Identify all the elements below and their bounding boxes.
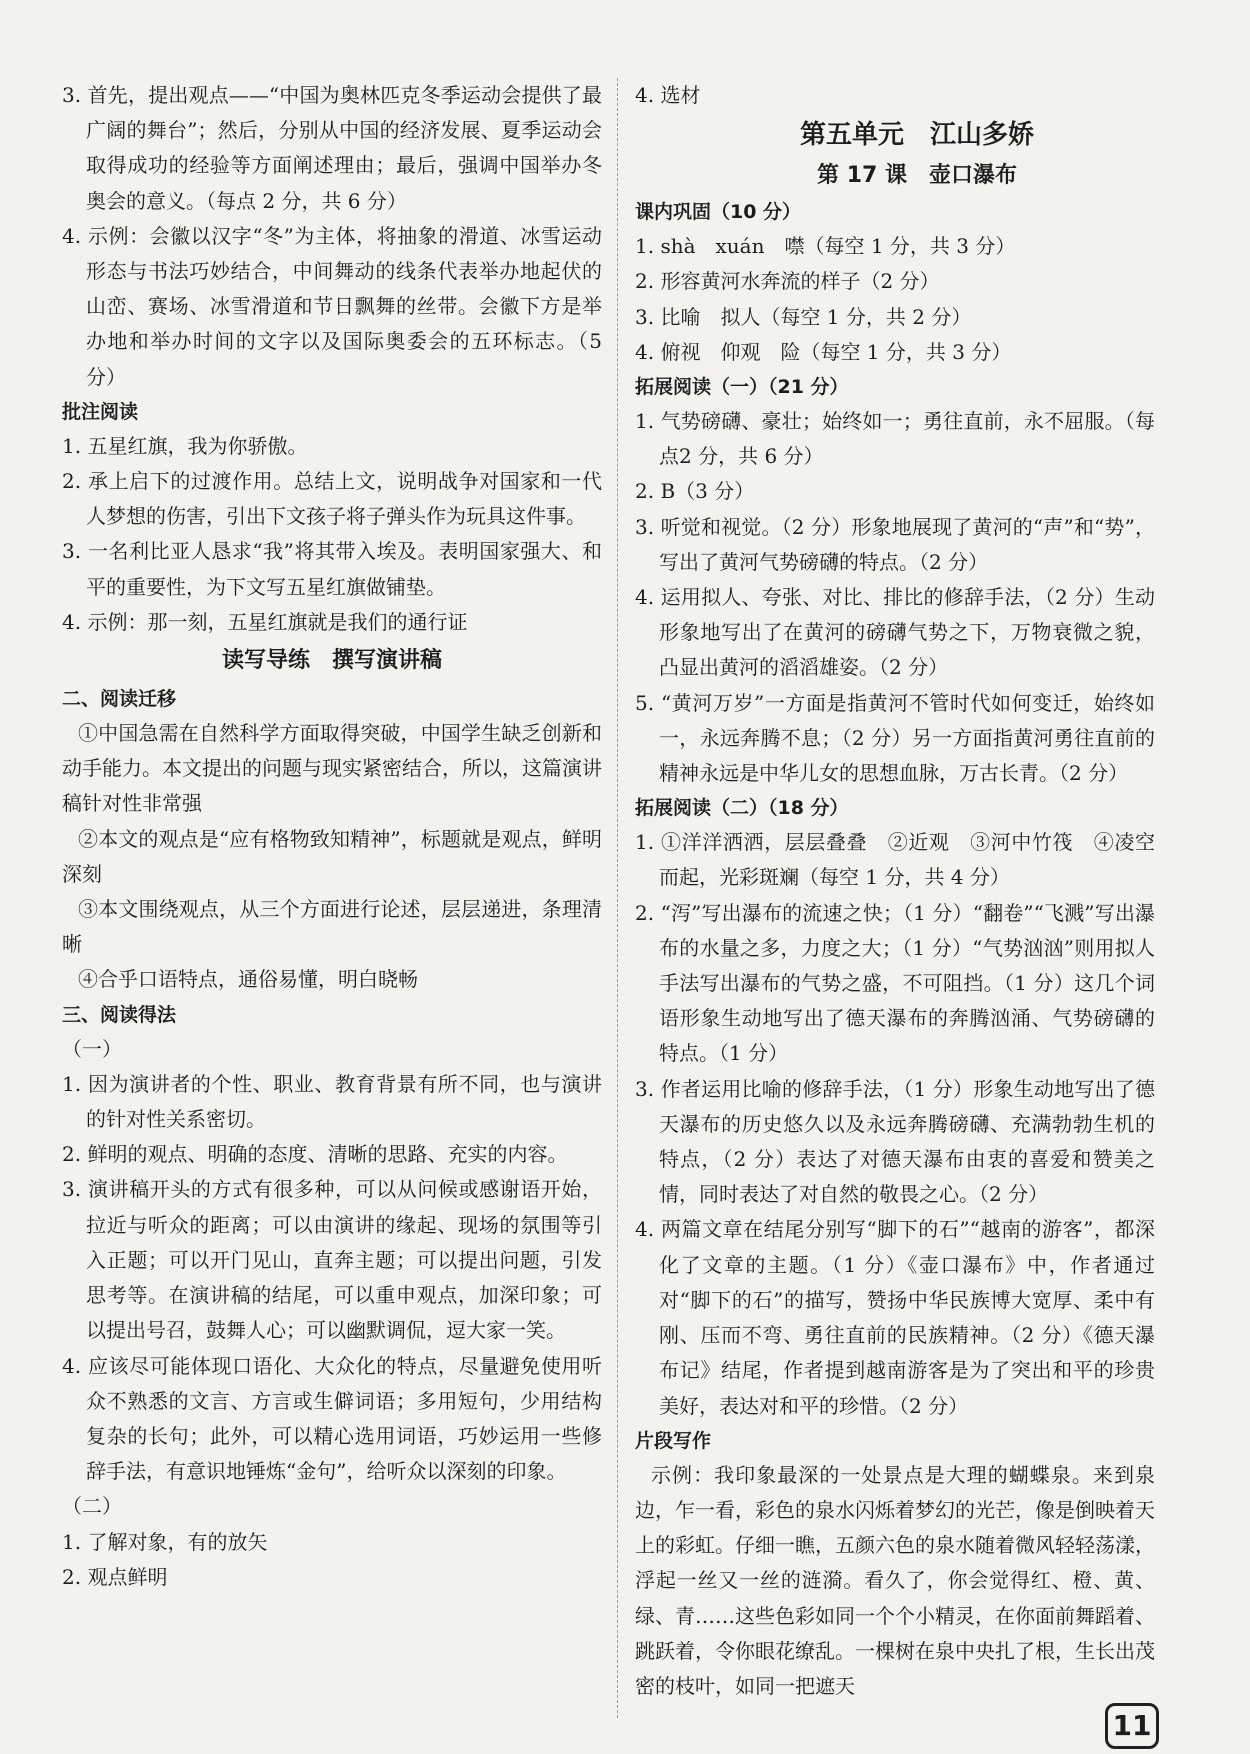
answer: 2. 观点鲜明 <box>62 1564 168 1589</box>
answer: 3. 演讲稿开头的方式有很多种，可以从问候或感谢语开始，拉近与听众的距离；可以由演讲的缘起、现场的氛围等引入正题；可以开门见山，直奔主题；可以提出问题，引发思考等。在演讲稿的结尾，可以重申观点，加深印象；可以提出号召，鼓舞人心；可以幽默调侃，逗大家一笑。 <box>62 1177 602 1343</box>
answer: 2. 鲜明的观点、明确的态度、清晰的思路、充实的内容。 <box>62 1142 568 1167</box>
answer: ②本文的观点是“应有格物致知精神”，标题就是观点，鲜明深刻 <box>62 826 602 886</box>
answer: 4. 两篇文章在结尾分别写“脚下的石”“越南的游客”，都深化了文章的主题。（1 分）《壶口瀑布》中，作者通过对“脚下的石”的描写，赞扬中华民族博大宽厚、柔中有刚、压而不弯、勇往直前的民族精神。（2 分）《德天瀑布记》结尾，作者提到越南游客是为了突出和平的珍贵美好，表达对和平的珍惜。（2 分） <box>635 1217 1155 1418</box>
lesson-title: 第 17 课 壶口瀑布 <box>817 163 1017 189</box>
section-heading: 拓展阅读（二）（18 分） <box>635 797 849 820</box>
answer: 3. 首先，提出观点——“中国为奥林匹克冬季运动会提供了最广阔的舞台”；然后，分别从中国的经济发展、夏季运动会取得成功的经验等方面阐述理由；最后，强调中国举办冬奥会的意义。（每点 2 分，共 6 分） <box>62 83 602 213</box>
answer: 2. 形容黄河水奔流的样子（2 分） <box>635 269 940 294</box>
answer: 4. 俯视 仰观 险（每空 1 分，共 3 分） <box>635 339 1012 364</box>
unit-title: 第五单元 江山多娇 <box>799 120 1034 151</box>
section-heading: 三、阅读得法 <box>62 1003 177 1026</box>
answer: ③本文围绕观点，从三个方面进行论述，层层递进，条理清晰 <box>62 897 602 957</box>
answer: 1. 因为演讲者的个性、职业、教育背景有所不同，也与演讲的针对性关系密切。 <box>62 1071 602 1132</box>
answer: 5. “黄河万岁”一方面是指黄河不管时代如何变迁，始终如一，永远奔腾不息；（2 分）另一方面指黄河勇往直前的精神永远是中华儿女的思想血脉，万古长青。（2 分） <box>635 690 1155 786</box>
answer: 2. 承上启下的过渡作用。总结上文，说明战争对国家和一代人梦想的伤害，引出下文孩子将子弹头作为玩具这件事。 <box>62 469 602 529</box>
sub-heading: （二） <box>62 1494 122 1519</box>
answer: 3. 听觉和视觉。（2 分）形象地展现了黄河的“声”和“势”，写出了黄河气势磅礴的特点。（2 分） <box>635 514 1155 574</box>
unit-title: 读写导练 撰写演讲稿 <box>221 648 442 674</box>
left-column <box>62 78 602 1595</box>
column-divider <box>617 78 618 1718</box>
section-heading: 片段写作 <box>635 1429 712 1452</box>
sub-heading: （一） <box>62 1036 122 1061</box>
answer: 4. 示例：会徽以汉字“冬”为主体，将抽象的滑道、冰雪运动形态与书法巧妙结合，中间舞动的线条代表举办地起伏的山峦、赛场、冰雪滑道和节日飘舞的丝带。会徽下方是举办地和举办时间的文字以及国际奥委会的五环标志。（5 分） <box>62 223 602 389</box>
answer: 4. 示例：那一刻，五星红旗就是我们的通行证 <box>62 609 468 634</box>
answer: 1. ①洋洋洒洒，层层叠叠 ②近观 ③河中竹筏 ④凌空而起，光彩斑斓（每空 1 分，共 4 分） <box>635 830 1155 890</box>
answer: 3. 一名利比亚人恳求“我”将其带入埃及。表明国家强大、和平的重要性，为下文写五星红旗做铺垫。 <box>62 539 602 599</box>
answer: 4. 应该尽可能体现口语化、大众化的特点，尽量避免使用听众不熟悉的文言、方言或生僻词语；多用短句，少用结构复杂的长句；此外，可以精心选用词语，巧妙运用一些修辞手法，有意识地锤炼“金句”，给听众以深刻的印象。 <box>62 1353 602 1484</box>
section-heading: 拓展阅读（一）（21 分） <box>635 376 849 399</box>
answer: 示例：我印象最深的一处景点是大理的蝴蝶泉。来到泉边，乍一看，彩色的泉水闪烁着梦幻的光芒，像是倒映着天上的彩虹。仔细一瞧，五颜六色的泉水随着微风轻轻荡漾，浮起一丝又一丝的涟漪。看久了，你会觉得红、橙、黄、绿、青……这些色彩如同一个个小精灵，在你面前舞蹈着、跳跃着，令你眼花缭乱。一棵树在泉中央扎了根，生长出茂密的枝叶，如同一把遮天 <box>635 1462 1155 1698</box>
answer: 1. 了解对象，有的放矢 <box>62 1529 268 1554</box>
page-number: 11 <box>1105 1703 1159 1749</box>
answer: ④合乎口语特点，通俗易懂，明白晓畅 <box>78 967 418 992</box>
answer: 4. 运用拟人、夸张、对比、排比的修辞手法，（2 分）生动形象地写出了在黄河的磅礴气势之下，万物衰微之貌，凸显出黄河的滔滔雄姿。（2 分） <box>635 585 1155 680</box>
answer: 1. 五星红旗，我为你骄傲。 <box>62 433 308 458</box>
answer: 1. shà xuán 噤（每空 1 分，共 3 分） <box>635 234 1016 259</box>
section-heading: 批注阅读 <box>62 400 139 423</box>
section-heading: 二、阅读迁移 <box>62 688 177 711</box>
answer: 4. 选材 <box>635 83 701 107</box>
answer: 2. “泻”写出瀑布的流速之快；（1 分）“翻卷”“飞溅”写出瀑布的水量之多，力度之大；（1 分）“气势汹汹”则用拟人手法写出瀑布的气势之盛，不可阻挡。（1 分）这几个词语形象生动地写出了德天瀑布的奔腾汹涌、气势磅礴的特点。（1 分） <box>635 900 1155 1066</box>
answer: 1. 气势磅礴、豪壮；始终如一；勇往直前，永不屈服。（每点2 分，共 6 分） <box>635 409 1155 469</box>
right-column <box>635 78 1155 1704</box>
answer: 2. B（3 分） <box>635 479 755 504</box>
answer: ①中国急需在自然科学方面取得突破，中国学生缺乏创新和动手能力。本文提出的问题与现实紧密结合，所以，这篇演讲稿针对性非常强 <box>62 721 602 816</box>
answer: 3. 比喻 拟人（每空 1 分，共 2 分） <box>635 304 972 329</box>
answer: 3. 作者运用比喻的修辞手法，（1 分）形象生动地写出了德天瀑布的历史悠久以及永远奔腾磅礴、充满勃勃生机的特点，（2 分）表达了对德天瀑布由衷的喜爱和赞美之情，同时表达了对自然的敬畏之心。（2 分） <box>635 1076 1155 1207</box>
section-heading: 课内巩固（10 分） <box>635 201 802 224</box>
